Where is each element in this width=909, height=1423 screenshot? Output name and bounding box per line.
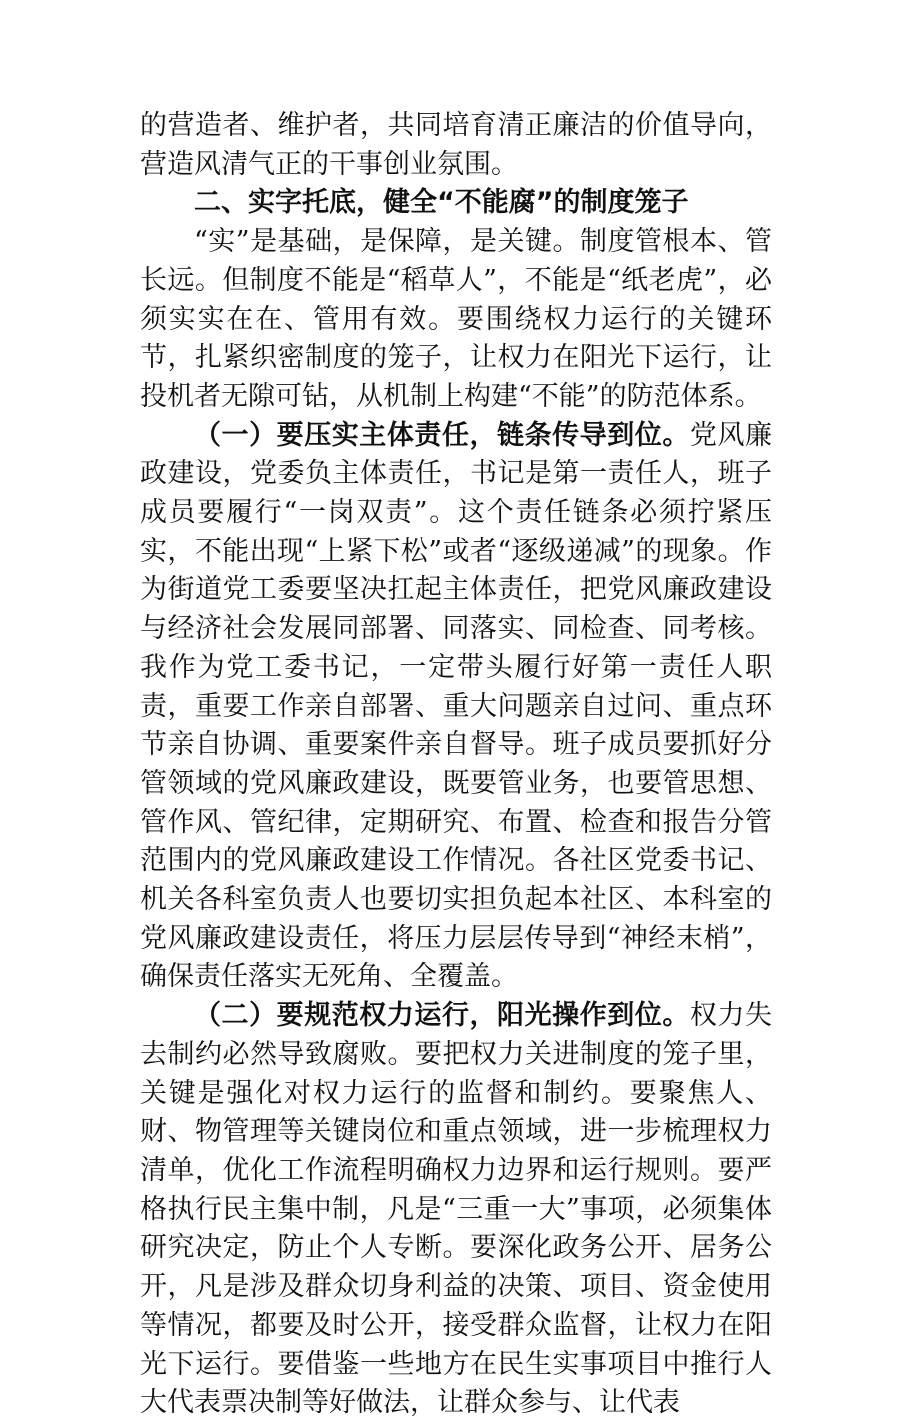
subsection-1-text: 党风廉政建设，党委负主体责任，书记是第一责任人，班子成员要履行“一岗双责”。这个责任链条必须拧紧压实，不能出现“上紧下松”或者“逐级递减”的现象。作为街道党工委要坚决扛起主体责任，把党风廉政建设与经济社会发展同部署、同落实、同检查、同考核。我作为党工委书记，一定带头履行好第一责任人职责，重要工作亲自部署、重大问题亲自过问、重点环节亲自协调、重要案件亲自督导。班子成员要抓好分管领域的党风廉政建设，既要管业务，也要管思想、管作风、管纪律，定期研究、布置、检查和报告分管范围内的党风廉政建设工作情况。各社区党委书记、机关各科室负责人也要切实担负起本社区、本科室的党风廉政建设责任，将压力层层传导到“神经末梢”，确保责任落实无死角、全覆盖。 — [140, 419, 773, 993]
paragraph-subsection-2 — [140, 997, 772, 1423]
section-heading: 二、实字托底，健全“不能腐”的制度笼子 — [194, 187, 689, 219]
subsection-1-lead: （一）要压实主体责任，链条传导到位。 — [194, 419, 690, 451]
document-body — [140, 107, 772, 1423]
paragraph-intro: “实”是基础，是保障，是关键。制度管根本、管长远。但制度不能是“稻草人”，不能是“纸老虎”，必须实实在在、管用有效。要围绕权力运行的关键环节，扎紧织密制度的笼子，让权力在阳光下运行，让投机者无隙可钻，从机制上构建“不能”的防范体系。 — [140, 226, 772, 412]
paragraph-continuation: 的营造者、维护者，共同培育清正廉洁的价值导向，营造风清气正的干事创业氛围。 — [140, 110, 772, 180]
subsection-2-lead: （二）要规范权力运行，阳光操作到位。 — [194, 1000, 690, 1032]
paragraph-subsection-1 — [140, 417, 772, 998]
subsection-2-text: 权力失去制约必然导致腐败。要把权力关进制度的笼子里，关键是强化对权力运行的监督和制约。要聚焦人、财、物管理等关键岗位和重点领域，进一步梳理权力清单，优化工作流程明确权力边界和运行规则。要严格执行民主集中制，凡是“三重一大”事项，必须集体研究决定，防止个人专断。要深化政务公开、居务公开，凡是涉及群众切身利益的决策、项目、资金使用等情况，都要及时公开，接受群众监督，让权力在阳光下运行。要借鉴一些地方在民生实事项目中推行人大代表票决制等好做法，让群众参与、让代表 — [140, 1000, 773, 1419]
